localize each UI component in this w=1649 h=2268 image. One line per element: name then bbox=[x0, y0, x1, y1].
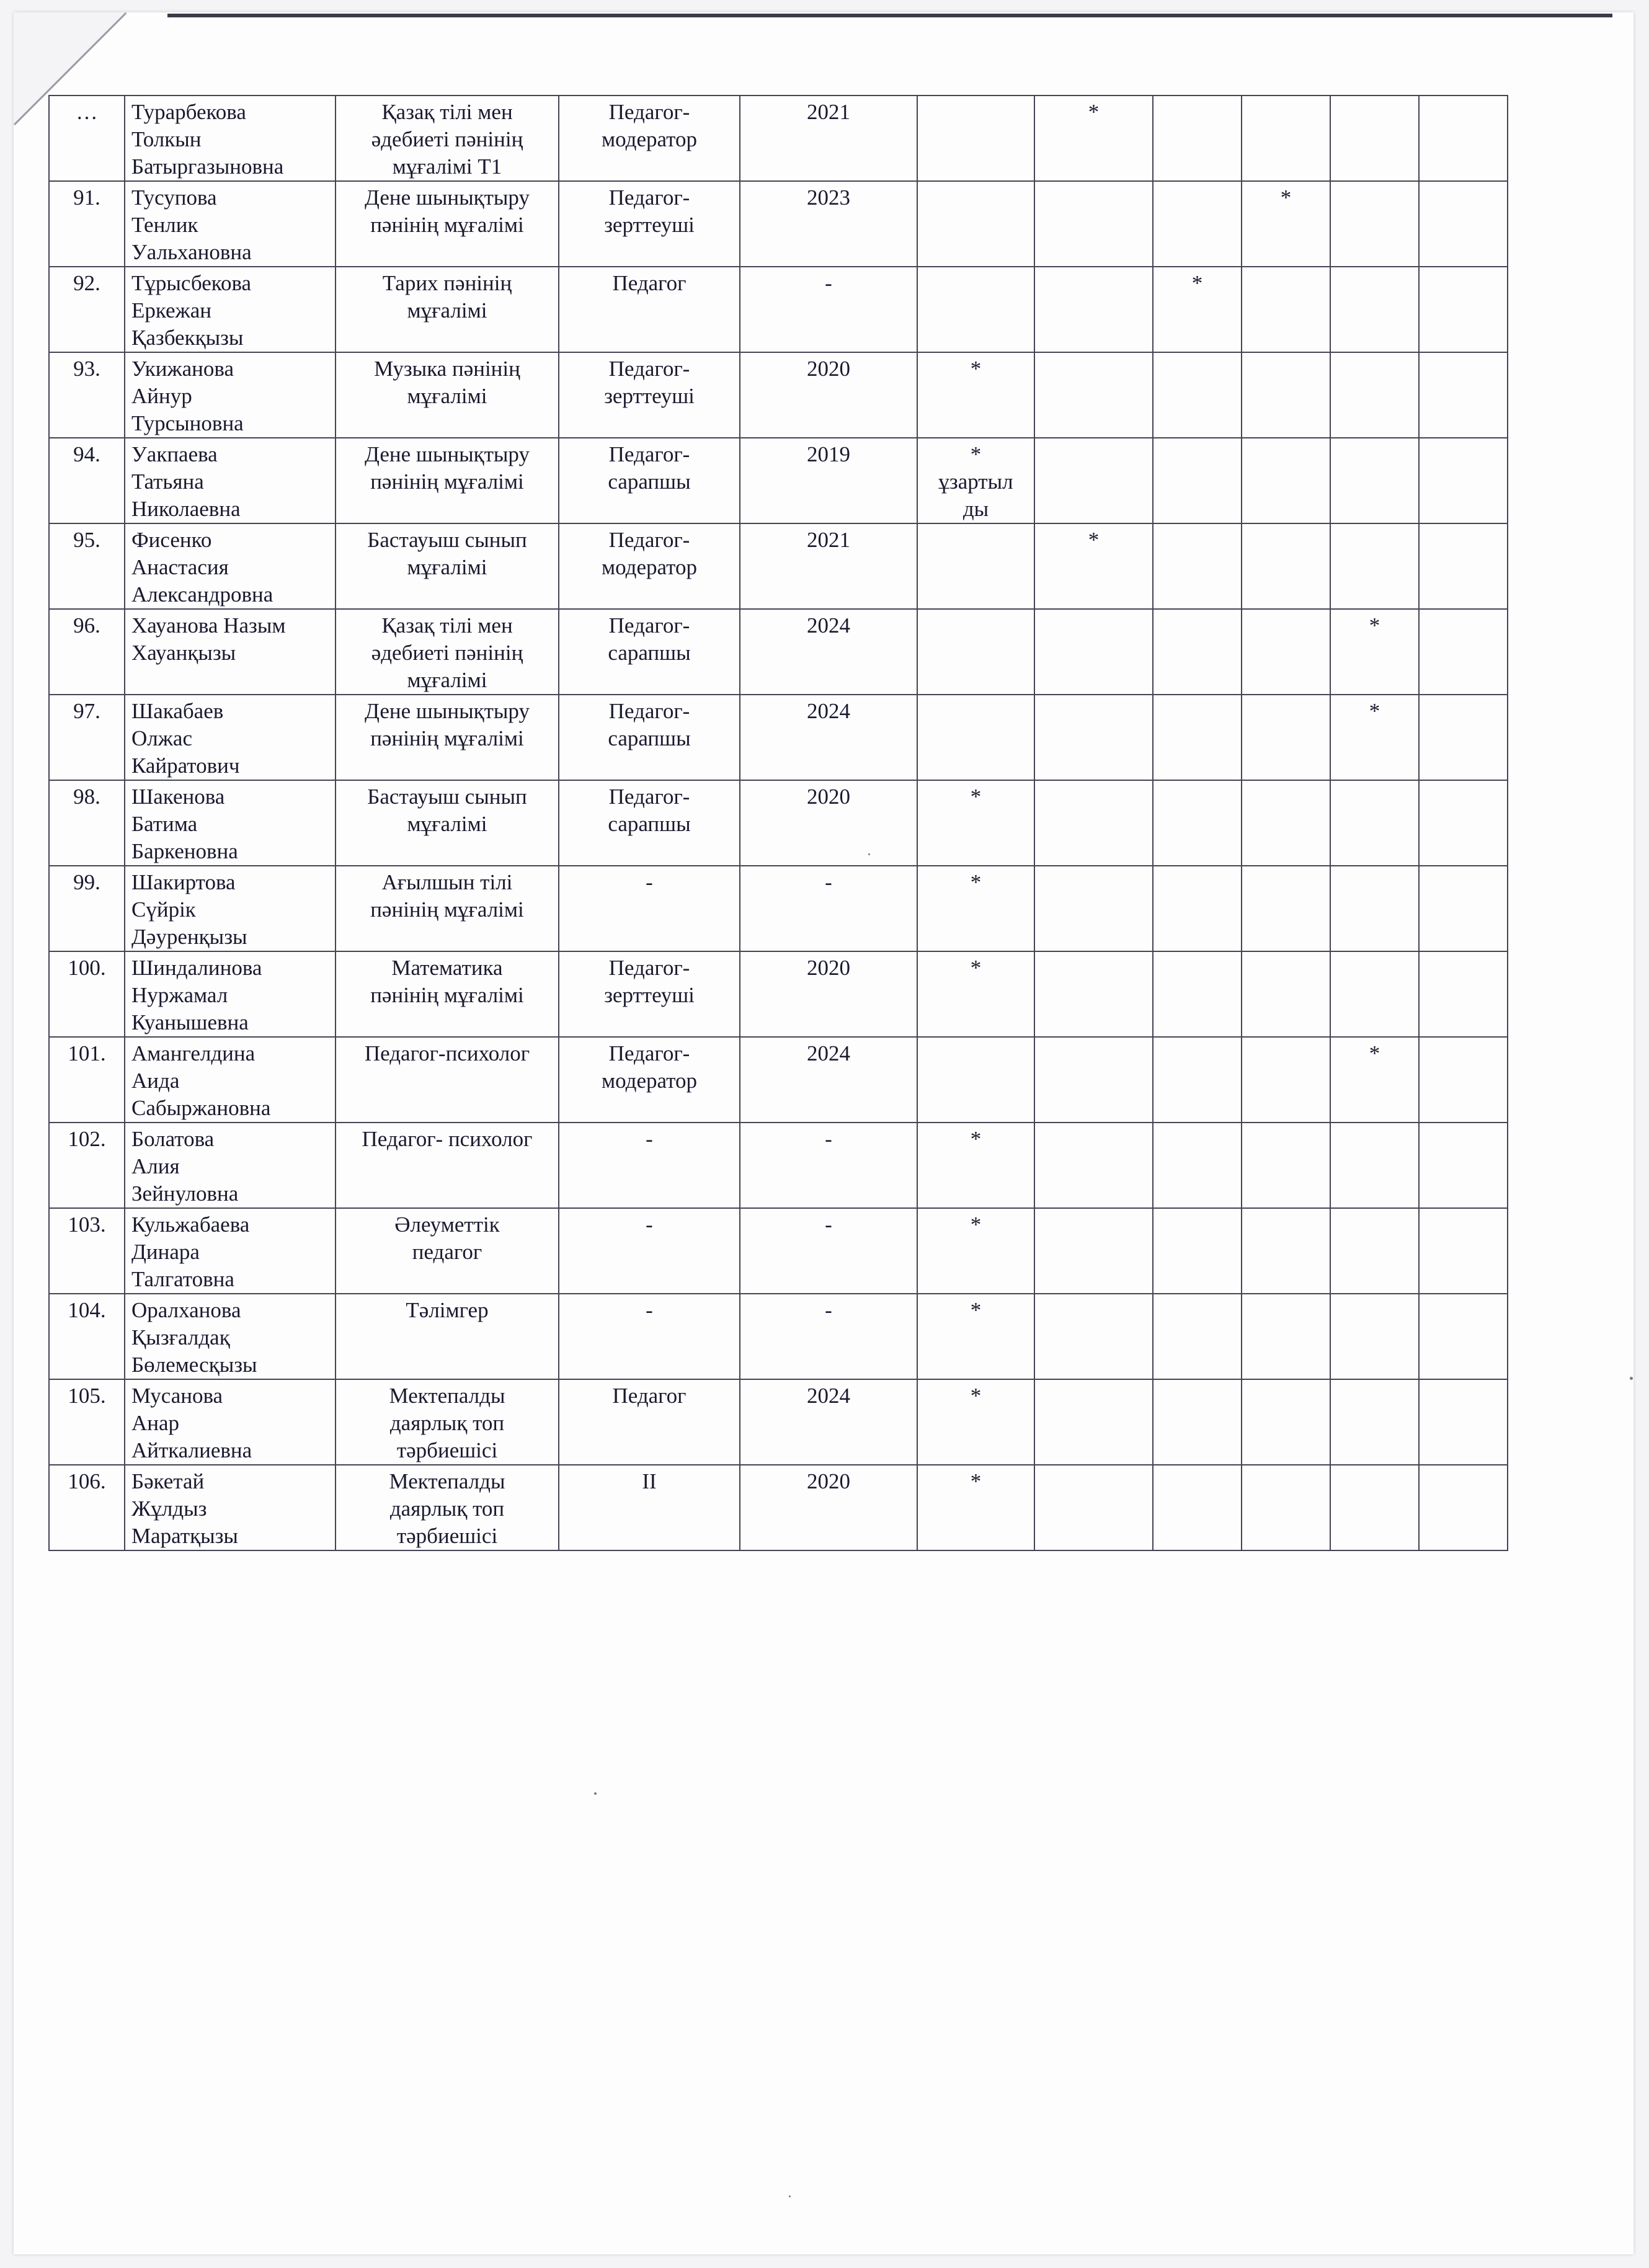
mark-cell-3 bbox=[1153, 181, 1242, 267]
attestation-year: 2024 bbox=[740, 609, 917, 695]
mark-cell-1: * bbox=[917, 352, 1034, 438]
mark-cell-3 bbox=[1153, 1208, 1242, 1294]
table-row bbox=[49, 1037, 1508, 1123]
scan-speck bbox=[789, 2195, 791, 2197]
scan-speck bbox=[1630, 1377, 1633, 1380]
qualification-category: Педагог- зерттеуші bbox=[559, 352, 740, 438]
mark-cell-1: * bbox=[917, 951, 1034, 1037]
teacher-name: Шакиртова Сүйрік Дәуренқызы bbox=[125, 866, 336, 951]
mark-cell-1: * bbox=[917, 1465, 1034, 1550]
mark-cell-2 bbox=[1034, 1379, 1153, 1465]
qualification-category: Педагог- модератор bbox=[559, 96, 740, 181]
mark-cell-3 bbox=[1153, 780, 1242, 866]
table-row bbox=[49, 96, 1508, 181]
table-row bbox=[49, 1379, 1508, 1465]
teacher-name: Болатова Алия Зейнуловна bbox=[125, 1123, 336, 1208]
mark-cell-1: * bbox=[917, 1294, 1034, 1379]
mark-cell-4: * bbox=[1242, 181, 1330, 267]
qualification-category: - bbox=[559, 1294, 740, 1379]
teacher-name: Бәкетай Жұлдыз Маратқызы bbox=[125, 1465, 336, 1550]
position-subject: Дене шынықтыру пәнінің мұғалімі bbox=[336, 438, 559, 523]
position-subject: Дене шынықтыру пәнінің мұғалімі bbox=[336, 181, 559, 267]
qualification-category: Педагог- сарапшы bbox=[559, 780, 740, 866]
mark-cell-2 bbox=[1034, 951, 1153, 1037]
attestation-year: 2024 bbox=[740, 1379, 917, 1465]
position-subject: Тәлімгер bbox=[336, 1294, 559, 1379]
mark-cell-1: * ұзартыл ды bbox=[917, 438, 1034, 523]
mark-cell-5 bbox=[1330, 1208, 1419, 1294]
row-number: 95. bbox=[49, 523, 125, 609]
mark-cell-4 bbox=[1242, 1294, 1330, 1379]
table-row bbox=[49, 1294, 1508, 1379]
attestation-year: 2024 bbox=[740, 1037, 917, 1123]
mark-cell-4 bbox=[1242, 951, 1330, 1037]
mark-cell-4 bbox=[1242, 523, 1330, 609]
table-row bbox=[49, 181, 1508, 267]
attestation-year: 2021 bbox=[740, 96, 917, 181]
attestation-year: 2021 bbox=[740, 523, 917, 609]
mark-cell-6 bbox=[1419, 438, 1508, 523]
position-subject: Ағылшын тілі пәнінің мұғалімі bbox=[336, 866, 559, 951]
mark-cell-6 bbox=[1419, 780, 1508, 866]
attestation-year: - bbox=[740, 1294, 917, 1379]
qualification-category: Педагог- сарапшы bbox=[559, 609, 740, 695]
mark-cell-6 bbox=[1419, 96, 1508, 181]
attestation-year: 2020 bbox=[740, 352, 917, 438]
mark-cell-1 bbox=[917, 695, 1034, 780]
teacher-name: Укижанова Айнур Турсыновна bbox=[125, 352, 336, 438]
mark-cell-3: * bbox=[1153, 267, 1242, 352]
position-subject: Қазақ тілі мен әдебиеті пәнінің мұғалімі bbox=[336, 609, 559, 695]
mark-cell-5 bbox=[1330, 780, 1419, 866]
mark-cell-2 bbox=[1034, 1294, 1153, 1379]
mark-cell-5 bbox=[1330, 352, 1419, 438]
mark-cell-4 bbox=[1242, 438, 1330, 523]
position-subject: Әлеуметтік педагог bbox=[336, 1208, 559, 1294]
attestation-year: 2023 bbox=[740, 181, 917, 267]
mark-cell-6 bbox=[1419, 1294, 1508, 1379]
position-subject: Бастауыш сынып мұғалімі bbox=[336, 523, 559, 609]
mark-cell-4 bbox=[1242, 695, 1330, 780]
mark-cell-3 bbox=[1153, 352, 1242, 438]
teacher-name: Шиндалинова Нуржамал Куанышевна bbox=[125, 951, 336, 1037]
mark-cell-3 bbox=[1153, 1037, 1242, 1123]
row-number: 96. bbox=[49, 609, 125, 695]
mark-cell-5: * bbox=[1330, 695, 1419, 780]
row-number: 99. bbox=[49, 866, 125, 951]
scan-speck bbox=[868, 853, 870, 855]
row-number: 102. bbox=[49, 1123, 125, 1208]
attestation-year: - bbox=[740, 1123, 917, 1208]
table-row bbox=[49, 866, 1508, 951]
position-subject: Тарих пәнінің мұғалімі bbox=[336, 267, 559, 352]
mark-cell-2 bbox=[1034, 1037, 1153, 1123]
row-number: 104. bbox=[49, 1294, 125, 1379]
mark-cell-2 bbox=[1034, 695, 1153, 780]
mark-cell-5 bbox=[1330, 1294, 1419, 1379]
mark-cell-5 bbox=[1330, 96, 1419, 181]
teacher-name: Мусанова Анар Айткалиевна bbox=[125, 1379, 336, 1465]
table-row bbox=[49, 267, 1508, 352]
mark-cell-5: * bbox=[1330, 1037, 1419, 1123]
teacher-name: Хауанова Назым Хауанқызы bbox=[125, 609, 336, 695]
position-subject: Математика пәнінің мұғалімі bbox=[336, 951, 559, 1037]
row-number: 91. bbox=[49, 181, 125, 267]
row-number: 92. bbox=[49, 267, 125, 352]
mark-cell-2 bbox=[1034, 866, 1153, 951]
mark-cell-5 bbox=[1330, 951, 1419, 1037]
table-row bbox=[49, 523, 1508, 609]
attestation-year: 2020 bbox=[740, 780, 917, 866]
position-subject: Дене шынықтыру пәнінің мұғалімі bbox=[336, 695, 559, 780]
position-subject: Бастауыш сынып мұғалімі bbox=[336, 780, 559, 866]
position-subject: Мектепалды даярлық топ тәрбиешісі bbox=[336, 1465, 559, 1550]
qualification-category: - bbox=[559, 1208, 740, 1294]
mark-cell-3 bbox=[1153, 1294, 1242, 1379]
qualification-category: Педагог bbox=[559, 267, 740, 352]
teacher-name: Шакабаев Олжас Кайратович bbox=[125, 695, 336, 780]
table-row bbox=[49, 1465, 1508, 1550]
table-row bbox=[49, 695, 1508, 780]
mark-cell-5 bbox=[1330, 438, 1419, 523]
attestation-year: - bbox=[740, 1208, 917, 1294]
qualification-category: Педагог- зерттеуші bbox=[559, 951, 740, 1037]
mark-cell-4 bbox=[1242, 1379, 1330, 1465]
table-row bbox=[49, 780, 1508, 866]
mark-cell-4 bbox=[1242, 609, 1330, 695]
position-subject: Музыка пәнінің мұғалімі bbox=[336, 352, 559, 438]
mark-cell-1: * bbox=[917, 866, 1034, 951]
teacher-name: Амангелдина Аида Сабыржановна bbox=[125, 1037, 336, 1123]
mark-cell-3 bbox=[1153, 96, 1242, 181]
mark-cell-1 bbox=[917, 267, 1034, 352]
position-subject: Қазақ тілі мен әдебиеті пәнінің мұғалімі Т1 bbox=[336, 96, 559, 181]
mark-cell-4 bbox=[1242, 1208, 1330, 1294]
mark-cell-6 bbox=[1419, 866, 1508, 951]
teacher-name: Оралханова Қызғалдақ Бөлемесқызы bbox=[125, 1294, 336, 1379]
mark-cell-6 bbox=[1419, 267, 1508, 352]
mark-cell-6 bbox=[1419, 1208, 1508, 1294]
row-number: 98. bbox=[49, 780, 125, 866]
table-row bbox=[49, 1208, 1508, 1294]
mark-cell-1 bbox=[917, 1037, 1034, 1123]
mark-cell-6 bbox=[1419, 695, 1508, 780]
mark-cell-2 bbox=[1034, 780, 1153, 866]
mark-cell-4 bbox=[1242, 866, 1330, 951]
mark-cell-4 bbox=[1242, 1465, 1330, 1550]
position-subject: Педагог-психолог bbox=[336, 1037, 559, 1123]
mark-cell-1: * bbox=[917, 1379, 1034, 1465]
row-number: 103. bbox=[49, 1208, 125, 1294]
mark-cell-2 bbox=[1034, 1123, 1153, 1208]
qualification-category: II bbox=[559, 1465, 740, 1550]
mark-cell-6 bbox=[1419, 181, 1508, 267]
position-subject: Педагог- психолог bbox=[336, 1123, 559, 1208]
table-row bbox=[49, 951, 1508, 1037]
mark-cell-2: * bbox=[1034, 523, 1153, 609]
table-row bbox=[49, 1123, 1508, 1208]
mark-cell-3 bbox=[1153, 1379, 1242, 1465]
row-number: 94. bbox=[49, 438, 125, 523]
mark-cell-3 bbox=[1153, 1123, 1242, 1208]
teacher-name: Кульжабаева Динара Талгатовна bbox=[125, 1208, 336, 1294]
mark-cell-3 bbox=[1153, 695, 1242, 780]
mark-cell-2 bbox=[1034, 352, 1153, 438]
scan-top-edge-line bbox=[167, 14, 1612, 17]
mark-cell-6 bbox=[1419, 951, 1508, 1037]
attestation-year: 2024 bbox=[740, 695, 917, 780]
mark-cell-5: * bbox=[1330, 609, 1419, 695]
mark-cell-5 bbox=[1330, 1379, 1419, 1465]
mark-cell-1 bbox=[917, 609, 1034, 695]
mark-cell-4 bbox=[1242, 1037, 1330, 1123]
mark-cell-1: * bbox=[917, 780, 1034, 866]
mark-cell-3 bbox=[1153, 523, 1242, 609]
row-number: … bbox=[49, 96, 125, 181]
mark-cell-4 bbox=[1242, 267, 1330, 352]
qualification-category: - bbox=[559, 1123, 740, 1208]
mark-cell-4 bbox=[1242, 1123, 1330, 1208]
row-number: 105. bbox=[49, 1379, 125, 1465]
attestation-year: 2020 bbox=[740, 1465, 917, 1550]
table-row bbox=[49, 352, 1508, 438]
qualification-category: Педагог- модератор bbox=[559, 523, 740, 609]
mark-cell-6 bbox=[1419, 1465, 1508, 1550]
qualification-category: Педагог- зерттеуші bbox=[559, 181, 740, 267]
mark-cell-6 bbox=[1419, 609, 1508, 695]
teacher-name: Шакенова Батима Баркеновна bbox=[125, 780, 336, 866]
teacher-name: Фисенко Анастасия Александровна bbox=[125, 523, 336, 609]
mark-cell-6 bbox=[1419, 1037, 1508, 1123]
position-subject: Мектепалды даярлық топ тәрбиешісі bbox=[336, 1379, 559, 1465]
mark-cell-4 bbox=[1242, 352, 1330, 438]
mark-cell-1: * bbox=[917, 1123, 1034, 1208]
mark-cell-6 bbox=[1419, 1123, 1508, 1208]
qualification-category: Педагог bbox=[559, 1379, 740, 1465]
mark-cell-5 bbox=[1330, 1123, 1419, 1208]
mark-cell-5 bbox=[1330, 866, 1419, 951]
attestation-year: 2020 bbox=[740, 951, 917, 1037]
mark-cell-2 bbox=[1034, 181, 1153, 267]
row-number: 106. bbox=[49, 1465, 125, 1550]
mark-cell-2 bbox=[1034, 1465, 1153, 1550]
mark-cell-1 bbox=[917, 523, 1034, 609]
mark-cell-1: * bbox=[917, 1208, 1034, 1294]
mark-cell-6 bbox=[1419, 523, 1508, 609]
table-row bbox=[49, 609, 1508, 695]
qualification-category: Педагог- сарапшы bbox=[559, 695, 740, 780]
mark-cell-2 bbox=[1034, 609, 1153, 695]
mark-cell-6 bbox=[1419, 1379, 1508, 1465]
row-number: 97. bbox=[49, 695, 125, 780]
table-row bbox=[49, 438, 1508, 523]
teacher-name: Уакпаева Татьяна Николаевна bbox=[125, 438, 336, 523]
row-number: 101. bbox=[49, 1037, 125, 1123]
qualification-category: Педагог- сарапшы bbox=[559, 438, 740, 523]
mark-cell-3 bbox=[1153, 1465, 1242, 1550]
mark-cell-2 bbox=[1034, 267, 1153, 352]
mark-cell-3 bbox=[1153, 866, 1242, 951]
attestation-year: 2019 bbox=[740, 438, 917, 523]
attestation-year: - bbox=[740, 267, 917, 352]
mark-cell-4 bbox=[1242, 96, 1330, 181]
mark-cell-5 bbox=[1330, 523, 1419, 609]
attestation-year: - bbox=[740, 866, 917, 951]
mark-cell-2 bbox=[1034, 1208, 1153, 1294]
mark-cell-3 bbox=[1153, 951, 1242, 1037]
row-number: 93. bbox=[49, 352, 125, 438]
teacher-name: Тұрысбекова Еркежан Қазбекқызы bbox=[125, 267, 336, 352]
staff-roster-table bbox=[48, 95, 1508, 1551]
mark-cell-3 bbox=[1153, 609, 1242, 695]
mark-cell-5 bbox=[1330, 267, 1419, 352]
teacher-name: Тусупова Тенлик Уальхановна bbox=[125, 181, 336, 267]
mark-cell-4 bbox=[1242, 780, 1330, 866]
teacher-name: Турарбекова Толкын Батыргазыновна bbox=[125, 96, 336, 181]
qualification-category: - bbox=[559, 866, 740, 951]
scan-speck bbox=[594, 1792, 597, 1795]
mark-cell-2: * bbox=[1034, 96, 1153, 181]
mark-cell-5 bbox=[1330, 1465, 1419, 1550]
mark-cell-6 bbox=[1419, 352, 1508, 438]
qualification-category: Педагог- модератор bbox=[559, 1037, 740, 1123]
row-number: 100. bbox=[49, 951, 125, 1037]
mark-cell-5 bbox=[1330, 181, 1419, 267]
mark-cell-1 bbox=[917, 96, 1034, 181]
mark-cell-3 bbox=[1153, 438, 1242, 523]
mark-cell-2 bbox=[1034, 438, 1153, 523]
mark-cell-1 bbox=[917, 181, 1034, 267]
